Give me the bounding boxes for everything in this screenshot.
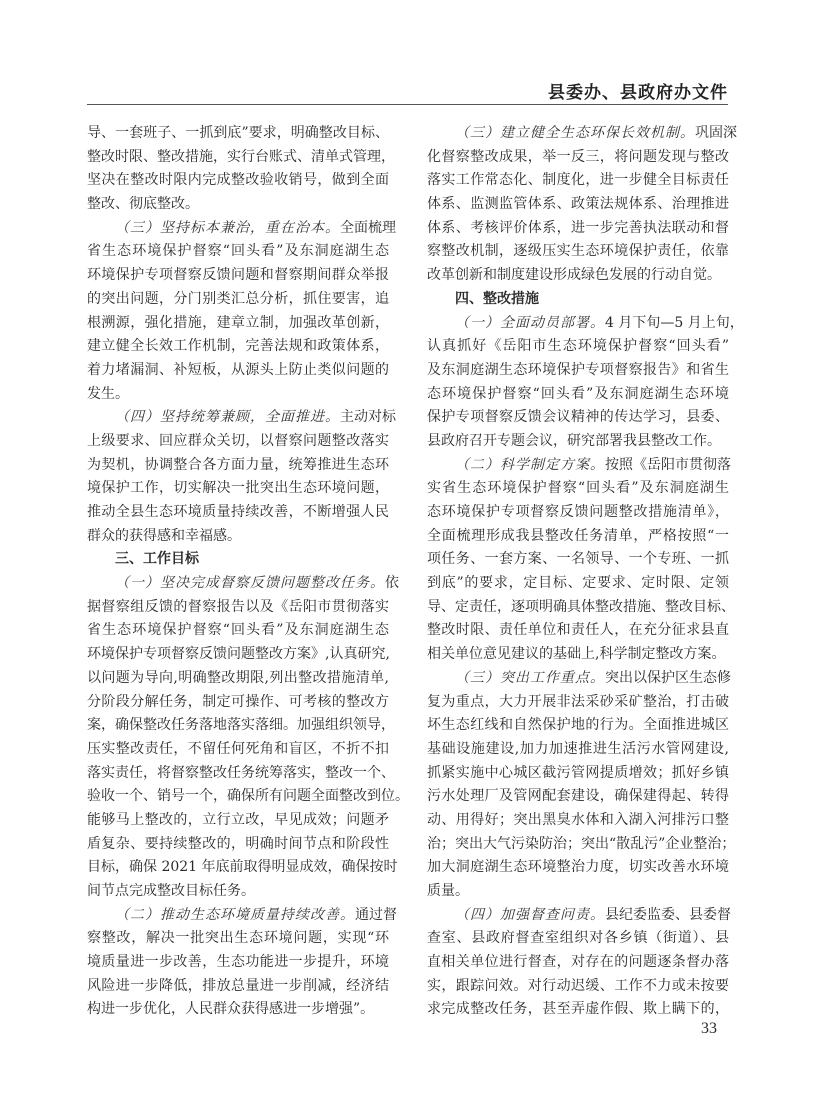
text-line: 根溯源，强化措施，建章立制，加强改革创新， <box>87 314 389 331</box>
section-heading: 四、整改措施 <box>455 290 539 307</box>
paragraph <box>87 217 396 407</box>
text-line: 导、定责任，逐项明确具体整改措施、整改目标、 <box>427 598 735 615</box>
text-line <box>427 312 744 336</box>
text-line <box>87 217 396 241</box>
paragraph <box>87 904 397 1022</box>
header-divider <box>87 104 728 105</box>
text-line: 实省生态环境保护督察“回头看”及东洞庭湖生 <box>427 480 729 497</box>
line-text: 主动对标 <box>340 409 396 426</box>
text-line: 能够马上整改的，立行立改，早见成效；问题矛 <box>87 811 389 828</box>
text-line: 全面梳理形成我县整改任务清单，严格按照“一 <box>427 527 729 544</box>
paragraph <box>427 312 744 454</box>
text-line: 着力堵漏洞、补短板，从源头上防止类似问题的 <box>87 361 389 378</box>
text-line: 到底”的要求，定目标、定要求、定时限、定领 <box>427 575 729 592</box>
text-line: 案，确保整改任务落地落实落细。加强组织领导， <box>87 717 395 734</box>
paragraph <box>87 122 395 217</box>
text-line: 保护专项督察反馈会议精神的传达学习，县委、 <box>427 409 729 426</box>
paragraph-lead: （四）坚持统筹兼顾，全面推进。 <box>115 409 340 426</box>
text-line: 压实整改责任，不留任何死角和盲区，不折不扣 <box>87 740 389 757</box>
paragraph-lead: （三）建立健全生态环保长效机制。 <box>455 125 695 141</box>
text-line: 整改时限、整改措施，实行台账式、清单式管理， <box>87 148 395 165</box>
line-text: 巩固深 <box>695 125 737 141</box>
text-line: 污水处理厂及管网配套建设，确保建得起、转得 <box>427 788 729 805</box>
paragraph-lead: （一）全面动员部署。 <box>455 314 605 331</box>
text-line <box>427 122 737 146</box>
text-line: 群众的获得感和幸福感。 <box>87 527 241 544</box>
text-line: 省生态环境保护督察“回头看”及东洞庭湖生态 <box>87 243 389 260</box>
text-line: 以问题为导向,明确整改期限,列出整改措施清单, <box>87 669 389 686</box>
text-line: 整改、彻底整改。 <box>87 196 199 213</box>
paragraph-lead: （二）科学制定方案。 <box>455 456 605 473</box>
line-text: 按照《岳阳市贯彻落 <box>605 456 731 473</box>
text-line: 认真抓好《岳阳市生态环境保护督察“回头看” <box>427 338 729 355</box>
text-line: 改革创新和制度建设形成绿色发展的行动自觉。 <box>427 267 721 284</box>
text-line: 复为重点，大力开展非法采砂采矿整治，打击破 <box>427 693 729 710</box>
text-line: 抓紧实施中心城区截污管网提质增效；抓好乡镇 <box>427 764 729 781</box>
paragraph <box>87 572 409 904</box>
text-line: 整改时限、责任单位和责任人，在充分征求县直 <box>427 622 729 639</box>
text-line: 为契机，协调整合各方面力量，统筹推进生态环 <box>87 456 389 473</box>
line-text: 县纪委监委、县委督 <box>605 906 731 923</box>
text-line: 项任务、一套方案、一名领导、一个专班、一抓 <box>427 551 729 568</box>
paragraph <box>427 122 737 288</box>
text-line: 风险进一步降低，排放总量进一步削减，经济结 <box>87 977 389 994</box>
text-line: 落实工作常态化、制度化，进一步健全目标责任 <box>427 172 729 189</box>
text-line: 境保护工作，切实解决一批突出生态环境问题， <box>87 480 389 497</box>
text-line: 察整改，解决一批突出生态环境问题，实现“环 <box>87 930 389 947</box>
text-line: 构进一步优化，人民群众获得感进一步增强”。 <box>87 1001 375 1018</box>
text-line <box>427 454 729 478</box>
text-line: 及东洞庭湖生态环境保护专项督察报告》和省生 <box>427 361 729 378</box>
paragraph <box>427 904 729 1022</box>
text-line: 省生态环境保护督察“回头看”及东洞庭湖生态 <box>87 622 389 639</box>
text-line: 态环境保护督察“回头看”及东洞庭湖生态环境 <box>427 385 729 402</box>
text-line <box>87 406 396 430</box>
text-line: 间节点完成整改目标任务。 <box>87 883 255 899</box>
text-line: 验收一个、销号一个，确保所有问题全面整改到位。 <box>87 788 409 805</box>
text-line: 化督察整改成果，举一反三，将问题发现与整改 <box>427 148 729 165</box>
text-line: 目标，确保 2021 年底前取得明显成效，确保按时 <box>87 859 398 876</box>
text-line: 相关单位意见建议的基础上,科学制定整改方案。 <box>427 646 726 663</box>
text-line: 坚决在整改时限内完成整改验收销号，做到全面 <box>87 172 389 189</box>
line-text: 突出以保护区生态修 <box>605 669 731 686</box>
text-line: 坏生态红线和自然保护地的行为。全面推进城区 <box>427 717 729 734</box>
text-line: 环境保护专项督察反馈问题整改方案》,认真研究, <box>87 646 390 663</box>
paragraph <box>427 667 736 904</box>
text-line: 县政府召开专题会议，研究部署我县整改工作。 <box>427 432 721 449</box>
paragraph-lead: （二）推动生态环境质量持续改善。 <box>115 906 355 923</box>
text-line <box>87 904 397 928</box>
text-line: 分阶段分解任务，制定可操作、可考核的整改方 <box>87 693 389 710</box>
paragraph-lead: （四）加强督查问责。 <box>455 906 605 923</box>
text-line: 盾复杂、要持续整改的，明确时间节点和阶段性 <box>87 835 389 852</box>
right-column <box>427 122 744 1022</box>
text-line: 体系、监测监管体系、政策法规体系、治理推进 <box>427 196 729 213</box>
text-line: 落实责任，将督察整改任务统筹落实，整改一个、 <box>87 764 395 781</box>
text-line: 直相关单位进行督查，对存在的问题逐条督办落 <box>427 954 729 971</box>
text-line: 查室、县政府督查室组织对各乡镇（街道）、县 <box>427 930 729 947</box>
paragraph <box>427 454 735 667</box>
text-line: 推动全县生态环境质量持续改善，不断增强人民 <box>87 504 389 520</box>
paragraph <box>87 406 396 548</box>
text-line: 上级要求、回应群众关切，以督察问题整改落实 <box>87 432 389 449</box>
text-line: 境质量进一步改善，生态功能进一步提升，环境 <box>87 954 389 971</box>
text-line: 实，跟踪问效。对行动迟缓、工作不力或未按要 <box>427 977 729 994</box>
page-number: 33 <box>701 1020 717 1037</box>
line-text: 全面梳理 <box>340 219 396 236</box>
text-line: 的突出问题，分门别类汇总分析，抓住要害，追 <box>87 290 389 307</box>
header-title: 县委办、县政府办文件 <box>548 83 728 103</box>
paragraph-lead: （三）坚持标本兼治，重在治本。 <box>115 219 340 236</box>
text-line: 动、用得好；突出黑臭水体和入湖入河排污口整 <box>427 811 729 828</box>
line-text: 依 <box>385 575 399 592</box>
text-line: 态环境保护专项督察反馈问题整改措施清单》， <box>427 504 729 520</box>
text-line: 基础设施建设,加力加速推进生活污水管网建设, <box>427 740 729 757</box>
text-line: 质量。 <box>427 883 469 899</box>
left-column <box>87 122 409 1022</box>
text-line <box>427 667 729 691</box>
paragraph-lead: （一）坚决完成督察反馈问题整改任务。 <box>115 575 385 592</box>
text-line <box>87 572 399 596</box>
text-line: 求完成整改任务，甚至弄虚作假、欺上瞒下的， <box>427 1001 729 1018</box>
line-text: 通过督 <box>355 906 397 923</box>
section-heading: 三、工作目标 <box>115 551 199 568</box>
text-line <box>427 904 729 928</box>
text-line: 建立健全长效工作机制，完善法规和政策体系， <box>87 338 389 355</box>
paragraph-lead: （三）突出工作重点。 <box>455 669 605 686</box>
line-text: 4 月下旬—5 月上旬， <box>605 314 744 331</box>
text-line: 察整改机制，逐级压实生态环境保护责任，依靠 <box>427 243 729 260</box>
text-line: 体系、考核评价体系，进一步完善执法联动和督 <box>427 219 729 236</box>
text-line: 发生。 <box>87 385 129 402</box>
text-line: 导、一套班子、一抓到底”要求，明确整改目标、 <box>87 125 389 141</box>
text-line: 据督察组反馈的督察报告以及《岳阳市贯彻落实 <box>87 598 389 615</box>
text-line: 加大洞庭湖生态环境整治力度，切实改善水环境 <box>427 859 729 876</box>
text-line: 环境保护专项督察反馈问题和督察期间群众举报 <box>87 267 389 284</box>
text-line: 治；突出大气污染防治；突出“散乱污”企业整治； <box>427 835 736 852</box>
